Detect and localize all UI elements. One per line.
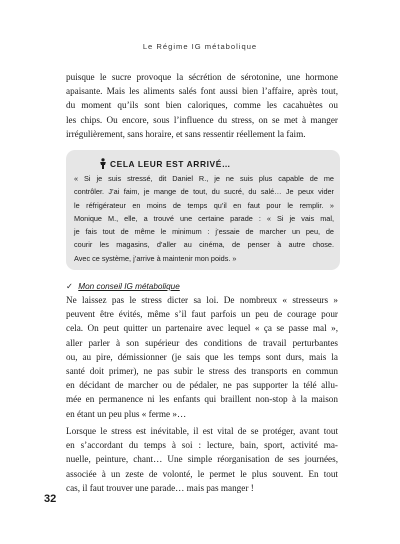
text-line: mée en permanence ni les enfants qui braillent non-stop à la maison — [66, 394, 338, 405]
box-line: Monique M., elle, a trouvé une certaine parade : « Si je vais mal, — [74, 213, 334, 223]
running-head: Le Régime IG métabolique — [142, 42, 258, 51]
page-number: 32 — [44, 493, 57, 505]
conseil-heading — [66, 281, 180, 291]
paragraph-1 — [66, 70, 338, 141]
text-line: irrégulièrement, sans horaire, et sans ressentir réellement la faim. — [66, 128, 306, 139]
box-line: Avec ce système, j’arrive à maintenir mon poids. » — [74, 253, 237, 263]
text-line: santé doit primer), ne pas subir le stress des transports en commun — [66, 365, 338, 376]
text-line: les chips. Ou encore, sous l’influence du stress, on se met à manger — [66, 114, 338, 125]
paragraph-3 — [66, 424, 338, 495]
person-icon — [99, 158, 107, 169]
text-line: en s’accordant du temps à soi : lecture, bain, sport, activité ma- — [66, 440, 338, 451]
box-line: courir les magasins, d’aller au cinéma, de penser à autre chose. — [74, 240, 334, 250]
text-line: aller parler à son supérieur des conditions de travail perturbantes — [66, 337, 338, 348]
text-line: du moment qu’ils sont bien caloriques, comme les cacahuètes ou — [66, 100, 338, 111]
text-line: peuvent être évités, même s’il faut parfois un peu de courage pour — [66, 309, 338, 320]
text-line: en étant un peu plus « ferme »… — [66, 408, 187, 419]
box-text — [74, 172, 334, 265]
paragraph-2 — [66, 293, 338, 421]
text-line: associée à un zeste de volonté, le permet le plus souvent. En tout — [66, 468, 338, 479]
text-line: puisque le sucre provoque la sécrétion de sérotonine, une hormone — [66, 72, 338, 82]
text-line: ou, au pire, démissionner (je sais que les temps sont durs, mais la — [66, 351, 338, 362]
check-icon: ✓ — [66, 282, 73, 291]
text-line: cela. On peut quitter un partenaire avec lequel « ça se passe mal », — [66, 323, 338, 334]
text-line: Lorsque le stress est inévitable, il est vital de se protéger, avant tout — [66, 426, 338, 436]
text-line: apaisante. Mais les aliments salés font aussi bien l’affaire, après tout, — [66, 86, 338, 97]
box-line: le réfrigérateur en moins de temps qu’il en faut pour le remplir. » — [74, 200, 334, 210]
text-line: cas, il faut trouver une parade… mais pas manger ! — [66, 482, 254, 493]
text-line: Ne laissez pas le stress dicter sa loi. De nombreux « stresseurs » — [66, 295, 338, 305]
text-line: en décidant de marcher ou de pédaler, ne pas supporter la télé allu- — [66, 380, 338, 391]
box-line: contrôler. J’ai faim, je mange de tout, du sucré, du salé… Je peux vider — [74, 187, 334, 197]
box-line: « Si je suis stressé, dit Daniel R., je ne suis plus capable de me — [74, 174, 334, 183]
box-title: CELA LEUR EST ARRIVÉ… — [110, 159, 231, 169]
box-line: je fais tout de même le minimum : j’essaie de marcher un peu, de — [74, 227, 334, 237]
text-line: nuelle, peinture, chant… Une simple réorganisation de ses journées, — [66, 454, 338, 465]
conseil-label: Mon conseil IG métabolique — [78, 282, 180, 291]
